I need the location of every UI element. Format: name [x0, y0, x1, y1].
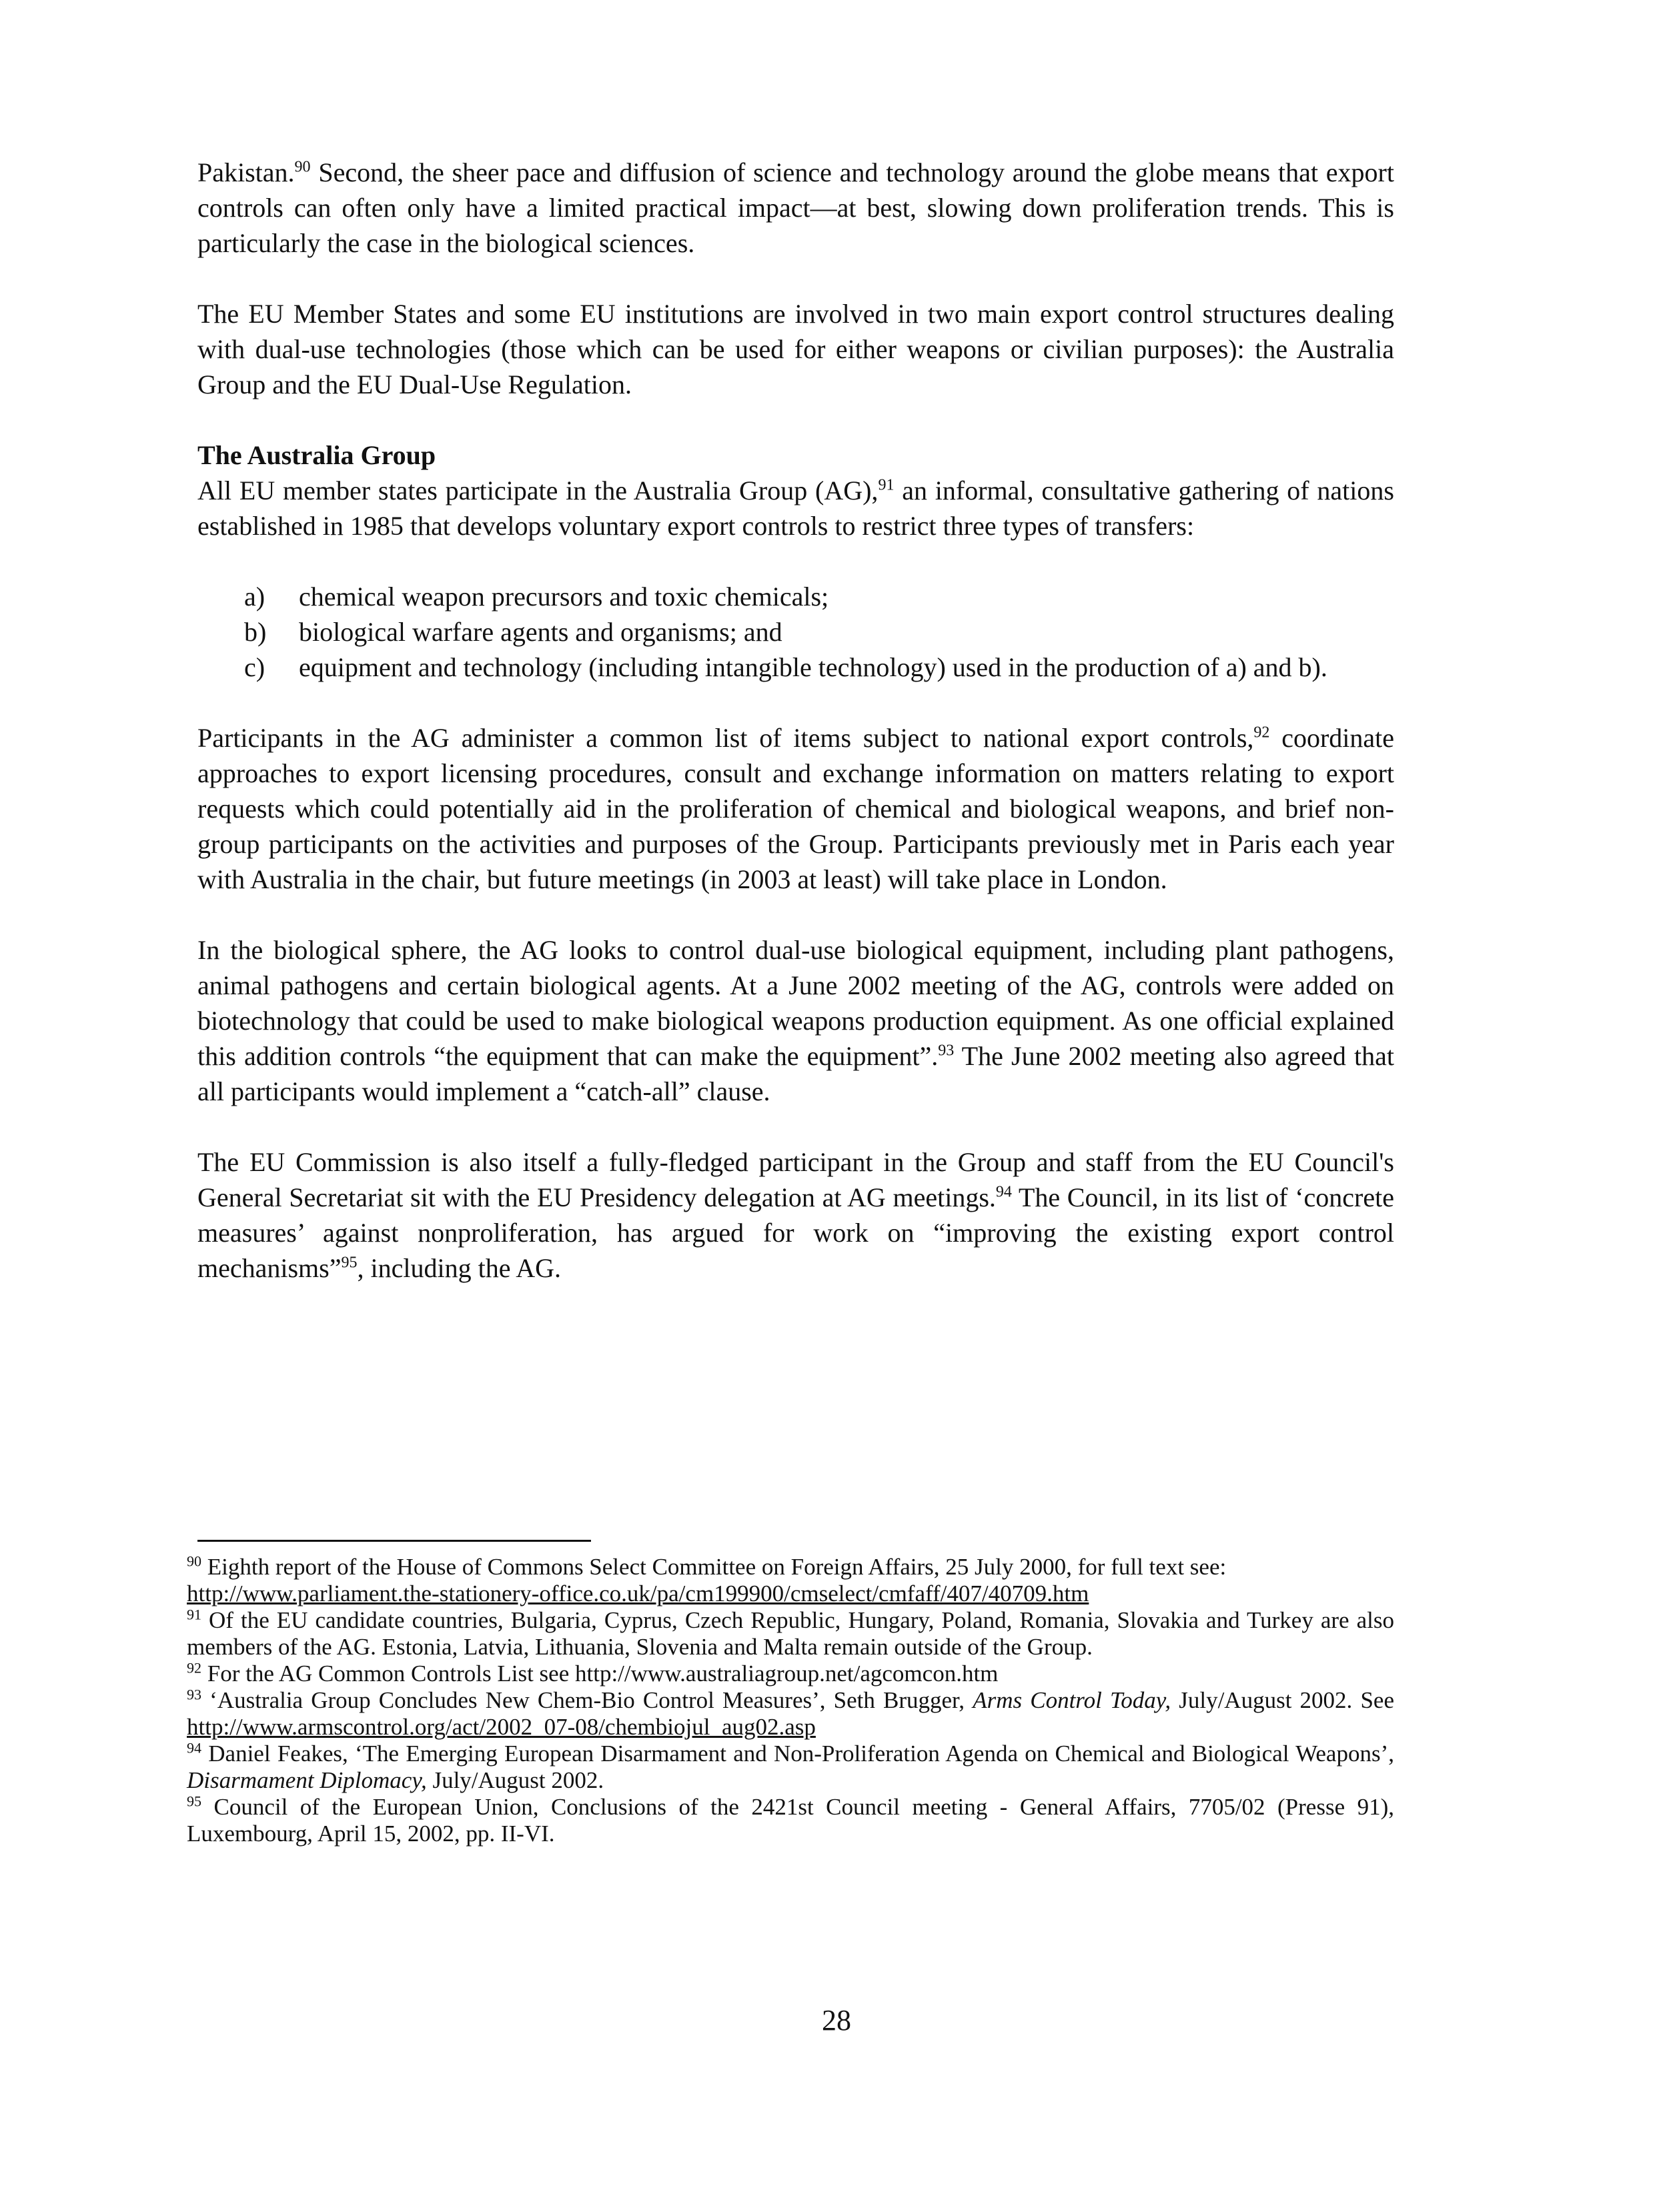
footnote-italic: Arms Control Today,	[973, 1687, 1171, 1713]
footnote-italic: Disarmament Diplomacy,	[187, 1767, 427, 1793]
footnote-separator	[197, 1540, 591, 1542]
footnotes	[187, 1554, 1394, 1847]
section-heading: The Australia Group	[197, 440, 436, 470]
paragraph-text: All EU member states participate in the Australia Group (AG),	[197, 475, 879, 505]
list-marker: b)	[244, 617, 267, 647]
footnote-text: July/August 2002. See	[1171, 1687, 1394, 1713]
footnote-90	[187, 1554, 1394, 1607]
footnote-text: Of the EU candidate countries, Bulgaria, Cyprus, Czech Republic, Hungary, Poland, Romania, Slovakia and Turkey are also members of the AG. Estonia, Latvia, Lithuania, Slovenia and Malta remain outside of the Group.	[187, 1607, 1394, 1660]
paragraph-text: The EU Commission is also itself a fully-fledged participant in the Group and staff from the EU Council's General Secretariat sit with the EU Presidency delegation at AG meetings.	[197, 1147, 1394, 1212]
list-item-text: chemical weapon precursors and toxic chemicals;	[299, 582, 829, 612]
paragraph-text: coordinate approaches to export licensing procedures, consult and exchange information on matters relating to export requests which could potentially aid in the proliferation of chemical and biological weapons, and brief non-group participants on the activities and purposes of the Group. Participants previously met in Paris each year with Australia in the chair, but future meetings (in 2003 at least) will take place in London.	[197, 723, 1394, 894]
paragraph-participants	[197, 720, 1394, 897]
paragraph-eu-commission	[197, 1144, 1394, 1286]
list-item	[197, 579, 1394, 614]
footnote-number: 93	[187, 1686, 201, 1703]
footnote-link[interactable]: http://www.parliament.the-stationery-office.co.uk/pa/cm199900/cmselect/cmfaff/407/40709.htm	[187, 1580, 1089, 1606]
footnote-text: ‘Australia Group Concludes New Chem-Bio Control Measures’, Seth Brugger,	[201, 1687, 973, 1713]
paragraph-text: , including the AG.	[357, 1253, 562, 1283]
paragraph-australia-group	[197, 473, 1394, 543]
footnote-94	[187, 1741, 1394, 1794]
list-item-text: equipment and technology (including intangible technology) used in the production of a) and b).	[299, 652, 1327, 682]
footnote-text: Daniel Feakes, ‘The Emerging European Disarmament and Non-Proliferation Agenda on Chemical and Biological Weapons’,	[201, 1741, 1394, 1767]
footnote-text: For the AG Common Controls List see http://www.australiagroup.net/agcomcon.htm	[201, 1661, 999, 1687]
footnote-link[interactable]: http://www.armscontrol.org/act/2002_07-08/chembiojul_aug02.asp	[187, 1714, 816, 1740]
list-item	[197, 650, 1394, 685]
paragraph-text: The Council, in its list of ‘concrete measures’ against nonproliferation, has argued for work on “improving the existing export control mechanisms”	[197, 1182, 1394, 1283]
paragraph-biological-sphere	[197, 932, 1394, 1109]
paragraph-text: Second, the sheer pace and diffusion of science and technology around the globe means that export controls can often only have a limited practical impact—at best, slowing down proliferation trends. This is particularly the case in the biological sciences.	[197, 157, 1394, 258]
footnote-ref-95[interactable]: 95	[341, 1254, 358, 1272]
footnote-text: July/August 2002.	[426, 1767, 604, 1793]
footnote-number: 90	[187, 1552, 201, 1570]
list-item-text: biological warfare agents and organisms; and	[299, 617, 782, 647]
list-marker: c)	[244, 652, 265, 682]
footnote-91	[187, 1607, 1394, 1661]
footnote-text: Council of the European Union, Conclusions of the 2421st Council meeting - General Affairs, 7705/02 (Presse 91), Luxembourg, April 15, 2002, pp. II-VI.	[187, 1794, 1394, 1847]
paragraph-text: Pakistan.	[197, 157, 295, 187]
footnote-ref-94[interactable]: 94	[995, 1183, 1012, 1201]
footnote-number: 95	[187, 1793, 201, 1810]
paragraph-text: The June 2002 meeting also agreed that all participants would implement a “catch-all” clause.	[197, 1041, 1394, 1106]
paragraph-text: In the biological sphere, the AG looks to control dual-use biological equipment, including plant pathogens, animal pathogens and certain biological agents. At a June 2002 meeting of the AG, controls were added on biotechnology that could be used to make biological weapons production equipment. As one official explained this addition controls “the equipment that can make the equipment”.	[197, 935, 1394, 1071]
footnote-93	[187, 1687, 1394, 1741]
paragraph-text: an informal, consultative gathering of nations established in 1985 that develops voluntary export controls to restrict three types of transfers:	[197, 475, 1394, 541]
transfer-types-list	[197, 579, 1394, 685]
footnote-ref-93[interactable]: 93	[938, 1042, 955, 1060]
paragraph-text: Participants in the AG administer a common list of items subject to national export controls,	[197, 723, 1254, 753]
list-item	[197, 614, 1394, 650]
paragraph-eu-member-states: The EU Member States and some EU institutions are involved in two main export control structures dealing with dual-use technologies (those which can be used for either weapons or civilian purposes): the Australia Group and the EU Dual-Use Regulation.	[197, 299, 1394, 399]
footnote-number: 94	[187, 1739, 201, 1757]
list-marker: a)	[244, 582, 265, 612]
paragraph-pakistan	[197, 155, 1394, 261]
footnote-ref-92[interactable]: 92	[1253, 724, 1270, 742]
footnote-text: Eighth report of the House of Commons Select Committee on Foreign Affairs, 25 July 2000, for full text see:	[201, 1554, 1227, 1580]
footnote-92	[187, 1661, 1394, 1687]
footnote-ref-91[interactable]: 91	[878, 476, 895, 494]
page-body	[197, 155, 1394, 1286]
footnote-number: 91	[187, 1606, 201, 1623]
page-number: 28	[822, 2004, 851, 2037]
footnote-number: 92	[187, 1659, 201, 1677]
footnote-ref-90[interactable]: 90	[294, 158, 311, 176]
footnote-95	[187, 1794, 1394, 1847]
